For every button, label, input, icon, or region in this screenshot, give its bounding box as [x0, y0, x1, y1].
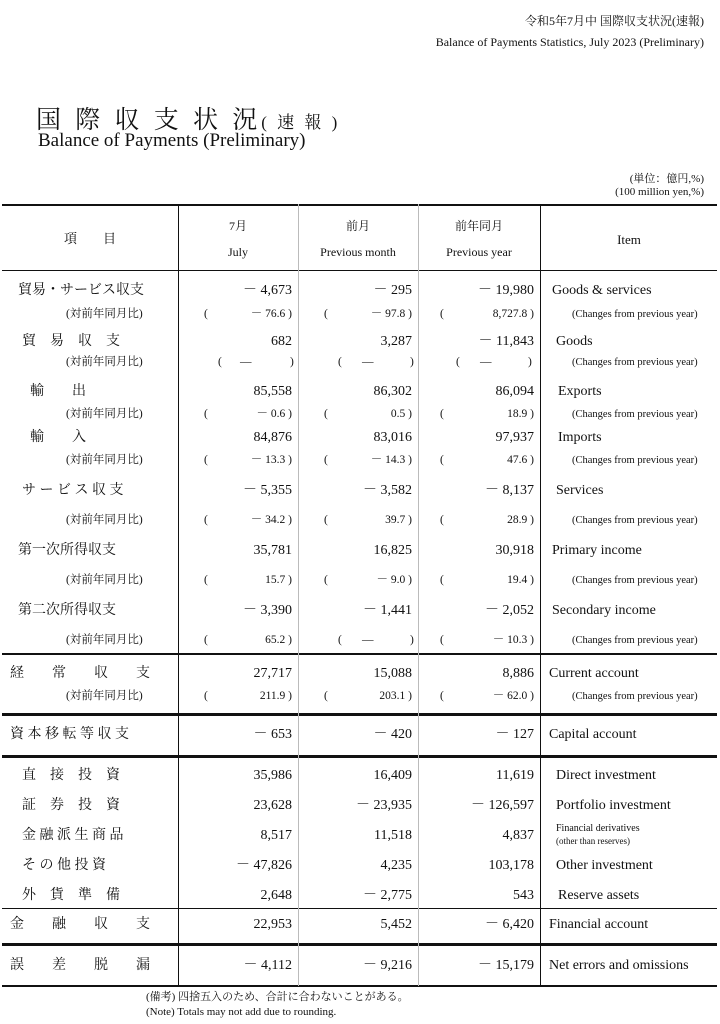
paren-open: (	[440, 514, 444, 526]
col-header-item-en: Item	[617, 232, 641, 247]
change-label-jp: (対前年同月比)	[66, 408, 143, 420]
item-en-secondary-income: Secondary income	[552, 603, 656, 618]
value-prev-year: 103,178	[488, 858, 534, 873]
col-header-prev-en: Previous month	[320, 245, 396, 259]
col-header-year-jp: 前年同月	[454, 219, 503, 233]
change-july: 15.7 )	[265, 574, 292, 586]
change-prev-month: ―	[362, 356, 374, 368]
paren-open: (	[204, 454, 208, 466]
value-prev-month: 3,287	[380, 334, 412, 349]
item-en-financial-derivatives-note: (other than reserves)	[556, 836, 630, 846]
col-header-year-en: Previous year	[446, 245, 512, 259]
divider-line	[2, 943, 717, 946]
value-july: 35,781	[253, 543, 292, 558]
change-july: 65.2 )	[265, 634, 292, 646]
value-prev-year: 11,619	[496, 768, 534, 783]
table-bottom-border	[2, 985, 717, 987]
value-july: 682	[271, 334, 292, 349]
item-en-direct-investment: Direct investment	[556, 768, 656, 783]
row-label-reserve-assets: 外 貨 準 備	[22, 888, 120, 903]
value-prev-year: 543	[513, 888, 534, 903]
value-prev-year: 8,886	[502, 666, 534, 681]
row-label-goods: 貿 易 収 支	[22, 334, 120, 349]
item-en-imports: Imports	[558, 430, 602, 445]
paren-open: (	[440, 454, 444, 466]
change-prev-year: 28.9 )	[507, 514, 534, 526]
item-en-other-investment: Other investment	[556, 858, 653, 873]
report-header-en: Balance of Payments Statistics, July 2023 (Preliminary)	[435, 35, 704, 49]
value-july: － 5,355	[243, 483, 292, 498]
value-prev-month: 16,825	[373, 543, 412, 558]
paren-open: (	[440, 690, 444, 702]
change-label-jp: (対前年同月比)	[66, 574, 143, 586]
change-prev-year: ―	[480, 356, 492, 368]
item-en-exports: Exports	[558, 384, 602, 399]
item-en-financial-derivatives: Financial derivatives	[556, 823, 640, 834]
paren-open: (	[324, 454, 328, 466]
row-label-exports: 輸 出	[30, 384, 86, 399]
change-label-jp: (対前年同月比)	[66, 514, 143, 526]
unit-jp: (単位：億円,%)	[629, 173, 704, 185]
change-july: ―	[240, 356, 252, 368]
value-july: 27,717	[253, 666, 292, 681]
value-prev-month: － 295	[373, 283, 412, 298]
change-label-en: (Changes from previous year)	[572, 515, 698, 526]
paren-open: (	[204, 514, 208, 526]
change-july: － 76.6 )	[250, 308, 292, 320]
paren-close: )	[528, 356, 532, 368]
change-prev-year: 18.9 )	[507, 408, 534, 420]
change-prev-month: － 14.3 )	[370, 454, 412, 466]
row-label-services: サ ー ビ ス 収 支	[22, 483, 124, 498]
paren-open: (	[440, 634, 444, 646]
paren-open: (	[204, 408, 208, 420]
value-prev-month: － 2,775	[363, 888, 412, 903]
change-label-jp: (対前年同月比)	[66, 690, 143, 702]
value-prev-year: 4,837	[502, 828, 534, 843]
value-july: 22,953	[253, 917, 292, 932]
paren-close: )	[410, 356, 414, 368]
value-prev-year: － 11,843	[478, 334, 534, 349]
value-july: 85,558	[253, 384, 292, 399]
divider-line	[2, 653, 717, 655]
divider-line	[2, 908, 717, 909]
value-prev-year: － 2,052	[485, 603, 534, 618]
row-label-other-investment: そ の 他 投 資	[22, 858, 106, 873]
paren-open: (	[204, 574, 208, 586]
item-en-reserve-assets: Reserve assets	[558, 888, 640, 903]
change-prev-year: 8,727.8 )	[492, 308, 534, 320]
row-label-errors-omissions: 誤 差 脱 漏	[10, 958, 150, 973]
change-prev-year: 19.4 )	[507, 574, 534, 586]
change-prev-year: － 10.3 )	[492, 634, 534, 646]
value-july: 23,628	[253, 798, 292, 813]
change-july: － 34.2 )	[250, 514, 292, 526]
paren-open: (	[204, 308, 208, 320]
divider-line	[2, 755, 717, 758]
change-prev-month: ―	[362, 634, 374, 646]
value-july: － 3,390	[243, 603, 292, 618]
value-prev-month: － 23,935	[356, 798, 412, 813]
change-prev-month: 39.7 )	[385, 514, 412, 526]
change-prev-month: － 9.0 )	[376, 574, 412, 586]
value-july: 35,986	[253, 768, 292, 783]
change-prev-month: 203.1 )	[379, 690, 412, 702]
value-prev-month: 86,302	[373, 384, 412, 399]
item-en-errors-omissions: Net errors and omissions	[549, 958, 689, 973]
change-label-jp: (対前年同月比)	[66, 356, 143, 368]
row-label-imports: 輸 入	[30, 430, 86, 445]
row-label-capital-account: 資 本 移 転 等 収 支	[10, 727, 129, 742]
value-prev-year: － 15,179	[478, 958, 534, 973]
paren-open: (	[324, 514, 328, 526]
value-prev-month: 15,088	[373, 666, 412, 681]
row-label-direct-investment: 直 接 投 資	[22, 768, 120, 783]
unit-en: (100 million yen,%)	[615, 186, 704, 198]
paren-open: (	[338, 356, 342, 368]
row-label-portfolio-investment: 証 券 投 資	[22, 798, 120, 813]
col-header-prev-jp: 前月	[345, 219, 370, 233]
divider-line	[2, 713, 717, 716]
change-prev-year: － 62.0 )	[492, 690, 534, 702]
change-label-en: (Changes from previous year)	[572, 357, 698, 368]
change-label-jp: (対前年同月比)	[66, 634, 143, 646]
change-label-en: (Changes from previous year)	[572, 635, 698, 646]
row-label-financial-account: 金 融 収 支	[10, 917, 150, 932]
value-prev-month: 4,235	[380, 858, 412, 873]
paren-open: (	[324, 690, 328, 702]
item-en-services: Services	[556, 483, 604, 498]
change-label-en: (Changes from previous year)	[572, 409, 698, 420]
value-july: － 653	[253, 727, 292, 742]
col-header-july-en: July	[227, 245, 248, 259]
change-july: － 0.6 )	[256, 408, 292, 420]
paren-open: (	[456, 356, 460, 368]
value-prev-year: 30,918	[495, 543, 534, 558]
value-prev-month: 5,452	[380, 917, 412, 932]
title-preliminary: ( 速 報 )	[261, 113, 341, 132]
note-en: (Note) Totals may not add due to rounding.	[146, 1006, 337, 1018]
row-label-secondary-income: 第二次所得収支	[18, 603, 116, 618]
row-label-current-account: 経 常 収 支	[10, 666, 150, 681]
value-prev-year: － 126,597	[471, 798, 534, 813]
value-prev-year: － 127	[495, 727, 534, 742]
item-en-current-account: Current account	[549, 666, 639, 681]
value-prev-year: － 19,980	[478, 283, 534, 298]
change-label-en: (Changes from previous year)	[572, 309, 698, 320]
change-label-en: (Changes from previous year)	[572, 691, 698, 702]
paren-close: )	[410, 634, 414, 646]
note-jp: (備考) 四捨五入のため、合計に合わないことがある。	[146, 991, 409, 1003]
column-divider	[540, 204, 541, 986]
paren-close: )	[290, 356, 294, 368]
row-label-primary-income: 第一次所得収支	[18, 543, 116, 558]
value-july: － 4,673	[243, 283, 292, 298]
paren-open: (	[324, 574, 328, 586]
paren-open: (	[440, 308, 444, 320]
value-prev-month: 16,409	[373, 768, 412, 783]
value-july: 8,517	[260, 828, 292, 843]
item-en-portfolio-investment: Portfolio investment	[556, 798, 671, 813]
paren-open: (	[440, 574, 444, 586]
change-prev-year: 47.6 )	[507, 454, 534, 466]
change-label-en: (Changes from previous year)	[572, 575, 698, 586]
table-top-border	[2, 204, 717, 206]
value-prev-month: － 1,441	[363, 603, 412, 618]
item-en-primary-income: Primary income	[552, 543, 642, 558]
change-label-jp: (対前年同月比)	[66, 308, 143, 320]
report-header-jp: 令和5年7月中 国際収支状況(速報)	[525, 14, 704, 28]
value-prev-month: － 3,582	[363, 483, 412, 498]
value-prev-year: 86,094	[495, 384, 534, 399]
item-en-financial-account: Financial account	[549, 917, 649, 932]
row-label-goods-services: 貿易・サービス収支	[18, 283, 144, 298]
value-july: 2,648	[260, 888, 292, 903]
paren-open: (	[324, 308, 328, 320]
paren-open: (	[338, 634, 342, 646]
change-prev-month: － 97.8 )	[370, 308, 412, 320]
page-title-en: Balance of Payments (Preliminary)	[38, 130, 306, 151]
value-prev-year: 97,937	[495, 430, 534, 445]
value-july: － 47,826	[236, 858, 292, 873]
item-en-goods: Goods	[556, 334, 593, 349]
change-prev-month: 0.5 )	[390, 408, 412, 420]
value-july: － 4,112	[243, 958, 292, 973]
title-main: 国 際 収 支 状 況	[36, 107, 262, 134]
value-july: 84,876	[253, 430, 292, 445]
row-label-financial-derivatives: 金 融 派 生 商 品	[22, 828, 124, 843]
value-prev-month: － 420	[373, 727, 412, 742]
change-label-jp: (対前年同月比)	[66, 454, 143, 466]
change-july: － 13.3 )	[250, 454, 292, 466]
col-header-july-jp: 7月	[228, 219, 247, 233]
value-prev-year: － 6,420	[485, 917, 534, 932]
paren-open: (	[324, 408, 328, 420]
item-en-capital-account: Capital account	[549, 727, 637, 742]
paren-open: (	[440, 408, 444, 420]
paren-open: (	[204, 634, 208, 646]
col-header-item-jp: 項 目	[63, 231, 116, 246]
item-en-goods-services: Goods & services	[552, 283, 652, 298]
change-july: 211.9 )	[259, 690, 292, 702]
paren-open: (	[218, 356, 222, 368]
value-prev-month: 83,016	[373, 430, 412, 445]
change-label-en: (Changes from previous year)	[572, 455, 698, 466]
value-prev-month: 11,518	[374, 828, 412, 843]
header-bottom-border	[2, 270, 717, 271]
value-prev-year: － 8,137	[485, 483, 534, 498]
value-prev-month: － 9,216	[363, 958, 412, 973]
paren-open: (	[204, 690, 208, 702]
